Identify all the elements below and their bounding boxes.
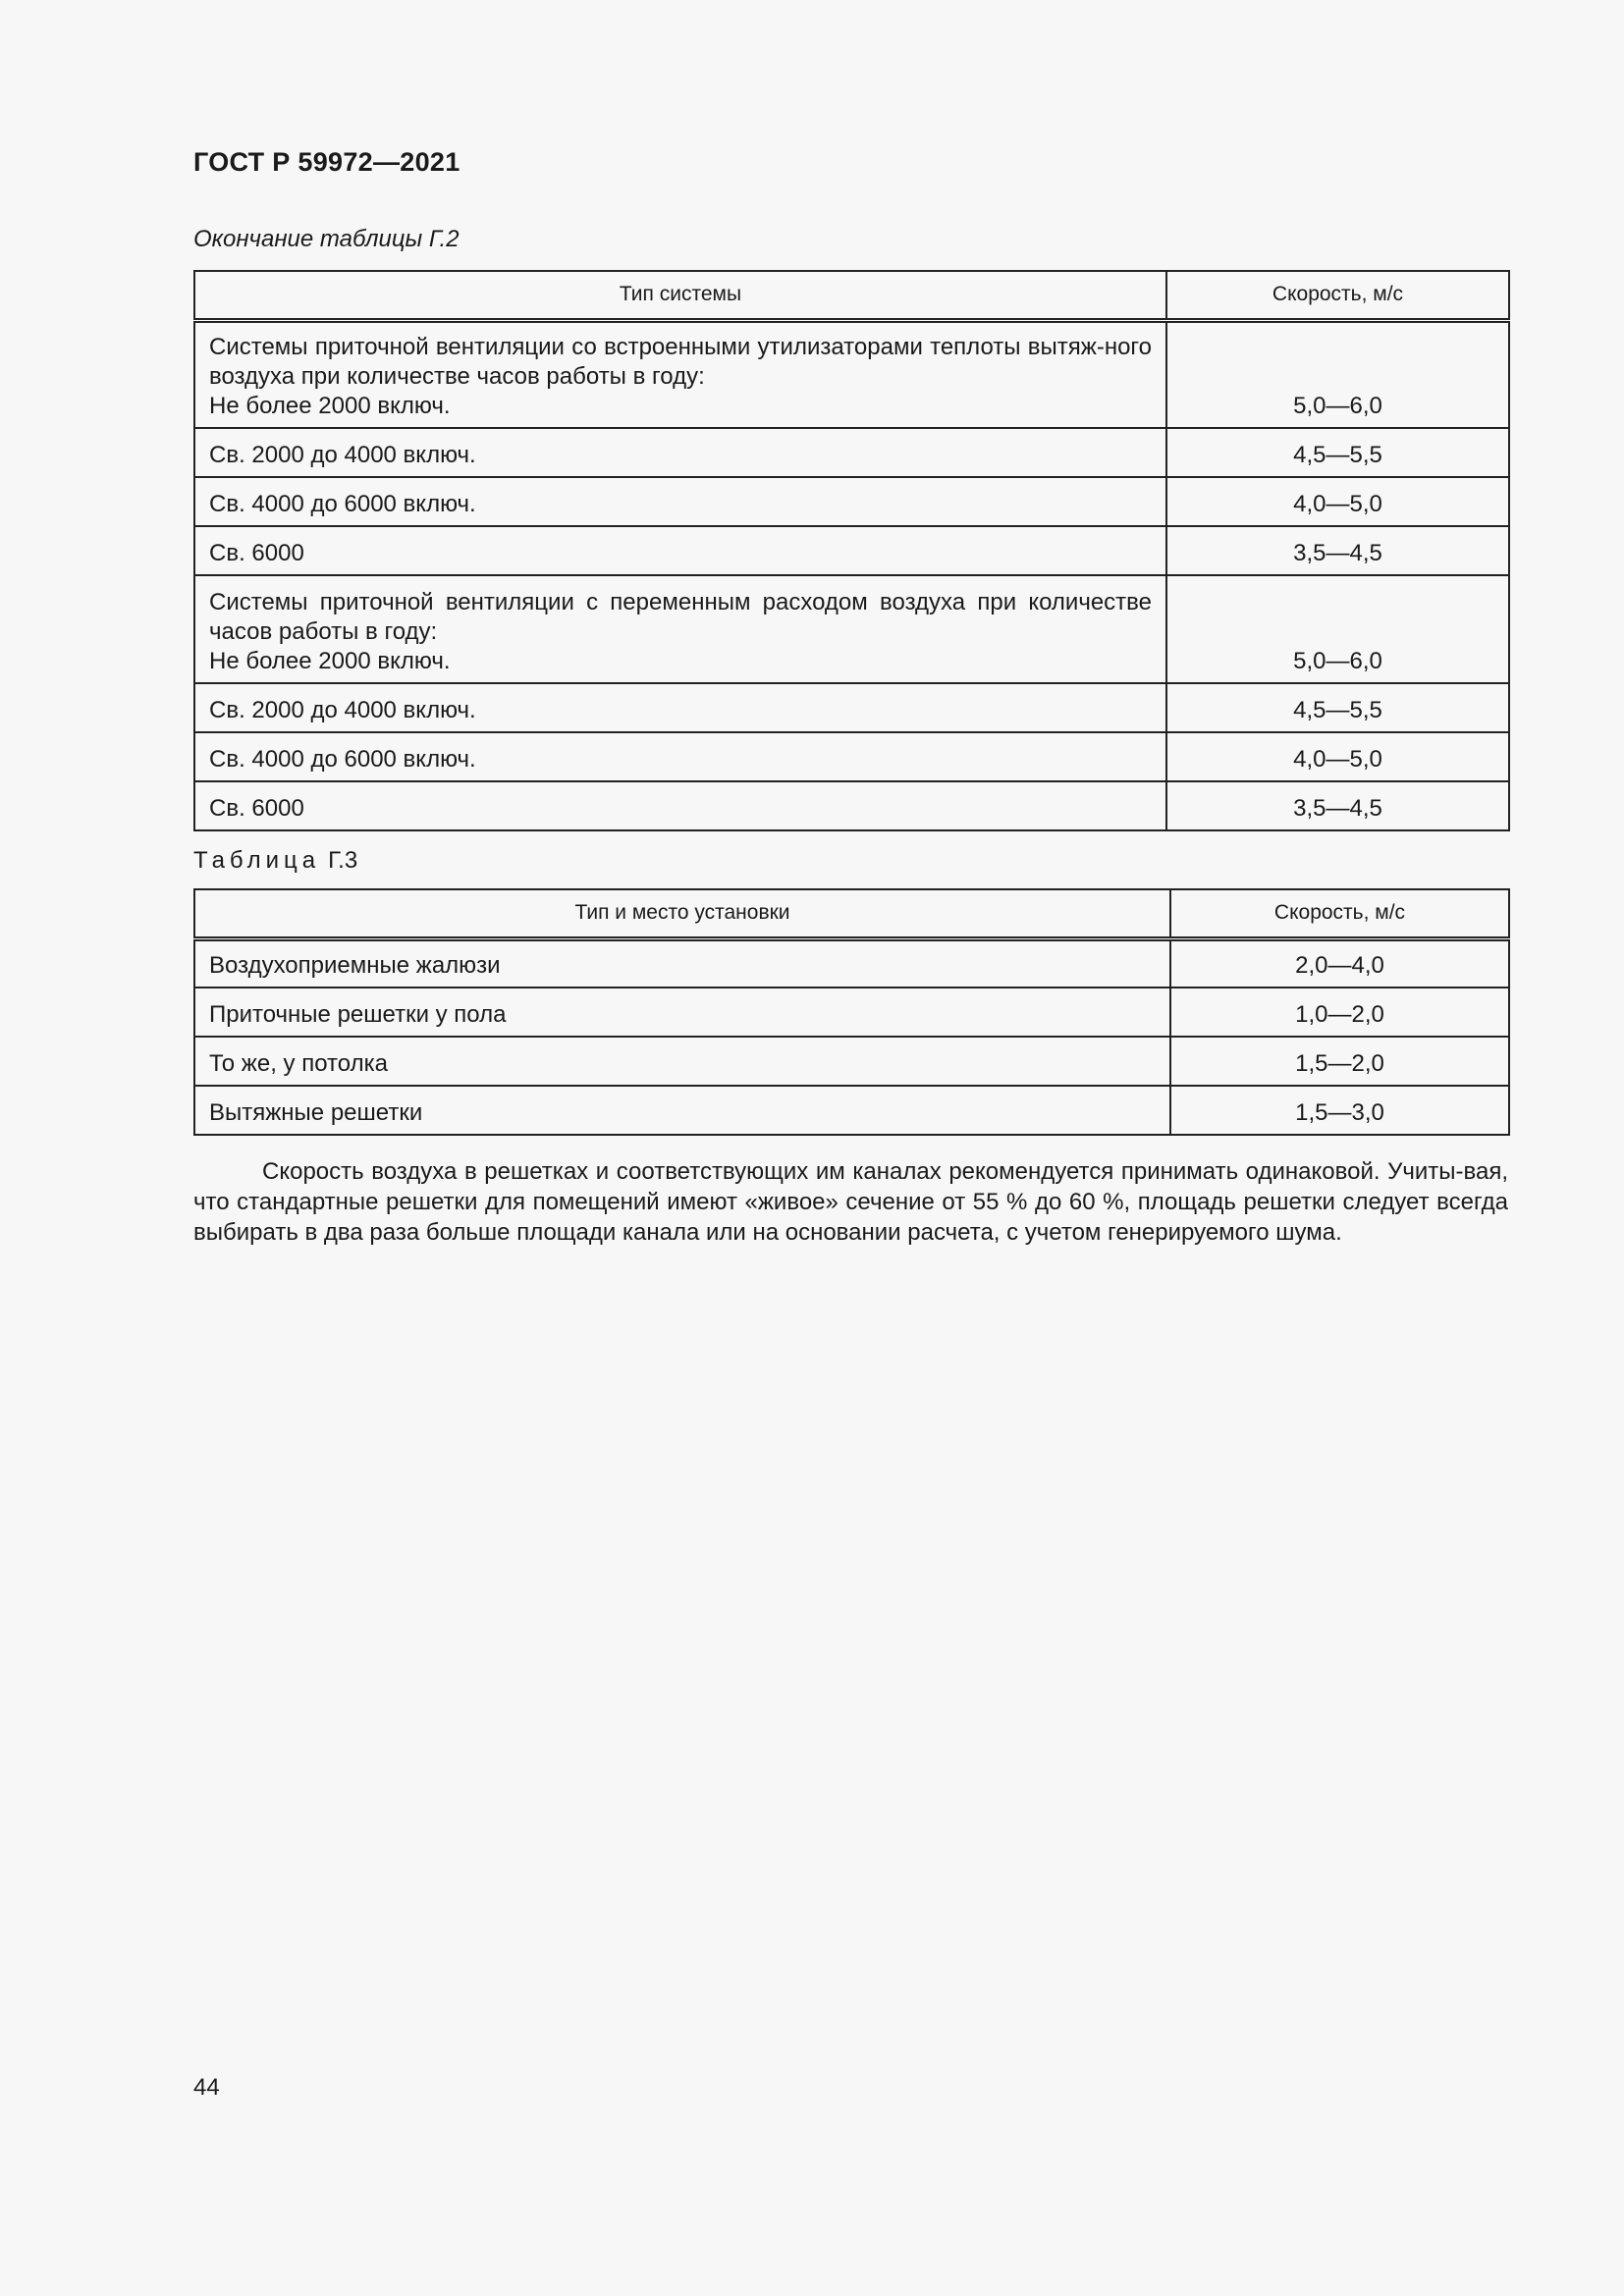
- speed-cell: 4,5—5,5: [1166, 428, 1509, 477]
- table-row: [194, 428, 1509, 477]
- table-row: [194, 526, 1509, 575]
- table-row: [194, 477, 1509, 526]
- table-row: [194, 575, 1509, 683]
- column-header-install-type: Тип и место установки: [194, 889, 1170, 938]
- table-row: [194, 988, 1509, 1037]
- install-type-cell: То же, у потолка: [194, 1037, 1170, 1086]
- system-type-text: Системы приточной вентиляции со встроенными утилизаторами теплоты вытяж-ного воздуха при количестве часов работы в году:: [209, 334, 1152, 390]
- column-header-system-type: Тип системы: [194, 271, 1166, 320]
- table-caption-word: Таблица: [193, 847, 321, 874]
- system-type-text: Системы приточной вентиляции с переменным расходом воздуха при количестве часов работы в году:: [209, 589, 1152, 645]
- speed-cell: 1,0—2,0: [1170, 988, 1509, 1037]
- system-subtype-text: Не более 2000 включ.: [209, 648, 451, 674]
- speed-cell: 1,5—2,0: [1170, 1037, 1509, 1086]
- table-header-row: [194, 271, 1509, 320]
- speed-cell: 3,5—4,5: [1166, 526, 1509, 575]
- system-type-cell: Св. 2000 до 4000 включ.: [194, 428, 1166, 477]
- system-type-cell: Св. 6000: [194, 526, 1166, 575]
- speed-cell: 3,5—4,5: [1166, 781, 1509, 830]
- speed-cell: 1,5—3,0: [1170, 1086, 1509, 1135]
- column-header-speed: Скорость, м/с: [1170, 889, 1509, 938]
- document-header: ГОСТ Р 59972—2021: [193, 147, 460, 177]
- table-header-row: [194, 889, 1509, 938]
- ventilation-speed-table: [193, 270, 1510, 831]
- system-subtype-text: Не более 2000 включ.: [209, 393, 451, 419]
- table-row: [194, 1086, 1509, 1135]
- table-continuation-caption: Окончание таблицы Г.2: [193, 226, 460, 252]
- system-type-cell: Св. 6000: [194, 781, 1166, 830]
- install-type-cell: Воздухоприемные жалюзи: [194, 938, 1170, 988]
- speed-cell: 5,0—6,0: [1166, 320, 1509, 428]
- speed-cell: 5,0—6,0: [1166, 575, 1509, 683]
- system-type-cell: Св. 2000 до 4000 включ.: [194, 683, 1166, 732]
- table-caption: [193, 847, 357, 875]
- install-type-cell: Вытяжные решетки: [194, 1086, 1170, 1135]
- speed-cell: 2,0—4,0: [1170, 938, 1509, 988]
- system-type-cell: Св. 4000 до 6000 включ.: [194, 477, 1166, 526]
- install-type-cell: Приточные решетки у пола: [194, 988, 1170, 1037]
- system-type-cell: [194, 575, 1166, 683]
- grille-speed-table: [193, 888, 1510, 1136]
- recommendation-paragraph: Скорость воздуха в решетках и соответствующих им каналах рекомендуется принимать одинаковой. Учиты-вая, что стандартные решетки для помещений имеют «живое» сечение от 55 % до 60 %, площадь решетки следует всегда выбирать в два раза больше площади канала или на основании расчета, с учетом генерируемого шума.: [193, 1158, 1508, 1246]
- speed-cell: 4,0—5,0: [1166, 477, 1509, 526]
- table-row: [194, 732, 1509, 781]
- table-row: [194, 683, 1509, 732]
- table-row: [194, 1037, 1509, 1086]
- column-header-speed: Скорость, м/с: [1166, 271, 1509, 320]
- system-type-cell: Св. 4000 до 6000 включ.: [194, 732, 1166, 781]
- speed-cell: 4,5—5,5: [1166, 683, 1509, 732]
- table-row: [194, 781, 1509, 830]
- table-row: [194, 320, 1509, 428]
- page-number: 44: [193, 2074, 220, 2101]
- system-type-cell: [194, 320, 1166, 428]
- table-caption-number: Г.3: [328, 847, 358, 874]
- speed-cell: 4,0—5,0: [1166, 732, 1509, 781]
- table-row: [194, 938, 1509, 988]
